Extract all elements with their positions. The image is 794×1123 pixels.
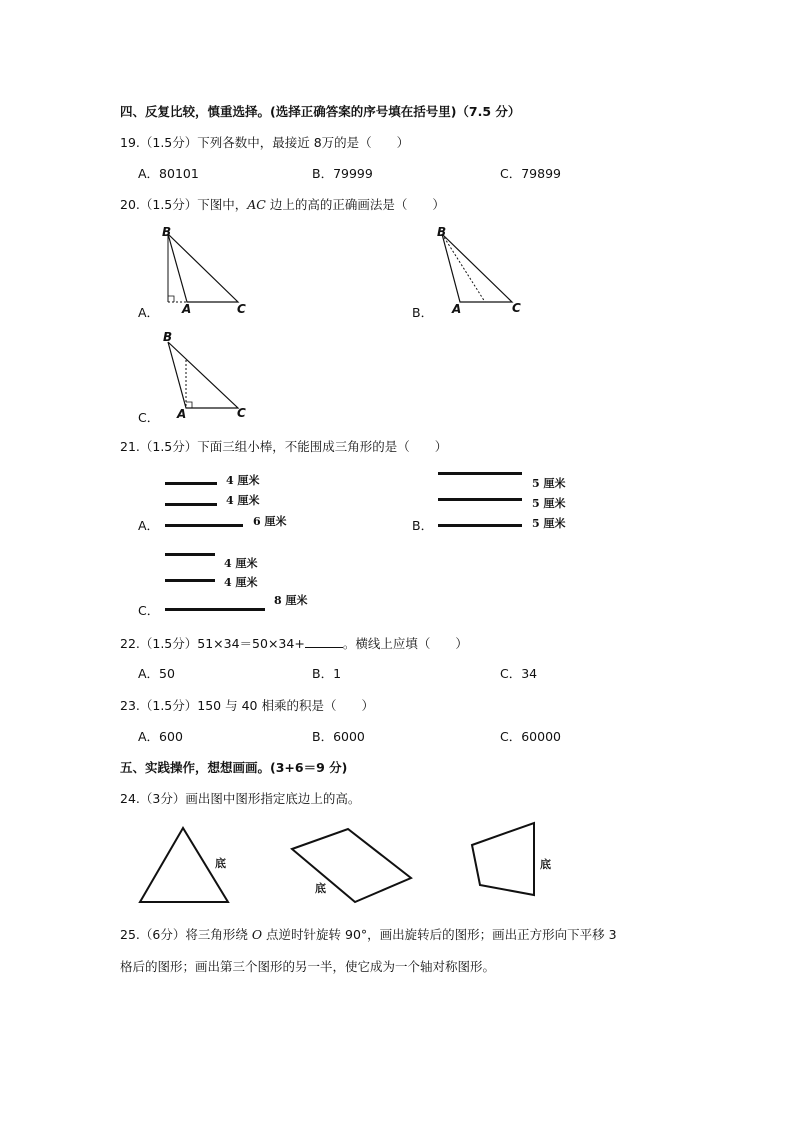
q23-option-a: A．600 [138,729,183,744]
q19-option-a: A．80101 [138,166,199,181]
q20-option-c: C． [138,410,160,425]
q19-stem: 19.（1.5分）下列各数中，最接近 8万的是（ ） [120,135,410,150]
q19-option-b: B．79999 [312,166,373,181]
q21-b-stick-2 [438,498,522,501]
q20-c-label-b: B [163,330,173,344]
q20-stem-var: AC [247,197,266,212]
q25-line-1 [120,927,617,943]
q21-b-label-2: 5 厘米 [532,497,566,510]
q20-b-label-a: A [452,302,462,316]
q24-parallelogram [285,822,420,908]
q20-a-label-a: A [182,302,192,316]
q25-line-2: 格后的图形；画出第三个图形的另一半，使它成为一个轴对称图形。 [120,959,496,974]
q21-a-label-1: 4 厘米 [226,474,260,487]
q21-b-label-3: 5 厘米 [532,517,566,530]
q21-c-label-2: 4 厘米 [224,576,258,589]
q21-c-label-3: 8 厘米 [274,594,308,607]
q24-trapezoid-base-label: 底 [540,858,551,871]
q21-c-stick-3 [165,608,265,611]
q21-a-label-2: 4 厘米 [226,494,260,507]
q20-b-label-b: B [437,225,447,239]
q21-c-stick-2 [165,579,215,582]
q21-a-stick-3 [165,524,243,527]
q25-line-1-suffix: 点逆时针旋转 90°，画出旋转后的图形；画出正方形向下平移 3 [262,927,617,942]
q21-option-a: A． [138,518,160,533]
q24-trapezoid [465,818,545,898]
q21-b-label-1: 5 厘米 [532,477,566,490]
q20-a-label-b: B [162,225,172,239]
q20-c-right-angle [186,402,192,408]
q22-stem-prefix: 22.（1.5分）51×34＝50×34+ [120,636,305,651]
q22-stem [120,635,468,652]
q22-stem-suffix: 。横线上应填（ ） [342,636,468,651]
q23-option-b: B．6000 [312,729,365,744]
q20-c-label-c: C [237,406,246,420]
q20-b-triangle [442,234,512,302]
q24-stem: 24.（3分）画出图中图形指定底边上的高。 [120,791,361,806]
q21-stem: 21.（1.5分）下面三组小棒，不能围成三角形的是（ ） [120,439,448,454]
q20-c-label-a: A [177,407,187,421]
q25-line-1-prefix: 25.（6分）将三角形绕 [120,927,252,942]
q20-c-triangle [168,342,238,408]
q20-a-right-angle [168,296,174,302]
q25-line-1-var: O [251,927,263,942]
q21-c-stick-1 [165,553,215,556]
q23-option-c: C．60000 [500,729,561,744]
q22-blank [305,635,343,648]
q23-stem: 23.（1.5分）150 与 40 相乘的积是（ ） [120,698,374,713]
q24-triangle-base-label: 底 [215,857,226,870]
q24-parallelogram-base-label: 底 [315,882,326,895]
q20-option-b: B． [412,305,434,320]
q24-trapezoid-shape [472,823,534,895]
q22-option-b: B．1 [312,666,342,681]
q21-option-b: B． [412,518,434,533]
q21-a-label-3: 6 厘米 [253,515,287,528]
q21-b-stick-1 [438,472,522,475]
q20-b-height [442,234,485,302]
q24-parallelogram-shape [292,829,411,902]
q21-b-stick-3 [438,524,522,527]
section-4-title: 四、反复比较，慎重选择。(选择正确答案的序号填在括号里)（7.5 分） [120,104,521,119]
q20-stem-prefix: 20.（1.5分）下图中， [120,197,248,212]
q21-a-stick-2 [165,503,217,506]
q22-option-a: A．50 [138,666,175,681]
q20-stem [120,197,445,213]
q20-stem-suffix: 边上的高的正确画法是（ ） [265,197,445,212]
q20-a-label-c: C [237,302,246,316]
q21-option-c: C． [138,603,160,618]
section-5-title: 五、实践操作，想想画画。(3+6＝9 分) [120,760,348,775]
q20-option-a: A． [138,305,160,320]
q21-c-label-1: 4 厘米 [224,557,258,570]
q20-b-label-c: C [512,301,521,315]
q19-option-c: C．79899 [500,166,561,181]
q22-option-c: C．34 [500,666,538,681]
q21-a-stick-1 [165,482,217,485]
q20-a-triangle [168,234,238,302]
